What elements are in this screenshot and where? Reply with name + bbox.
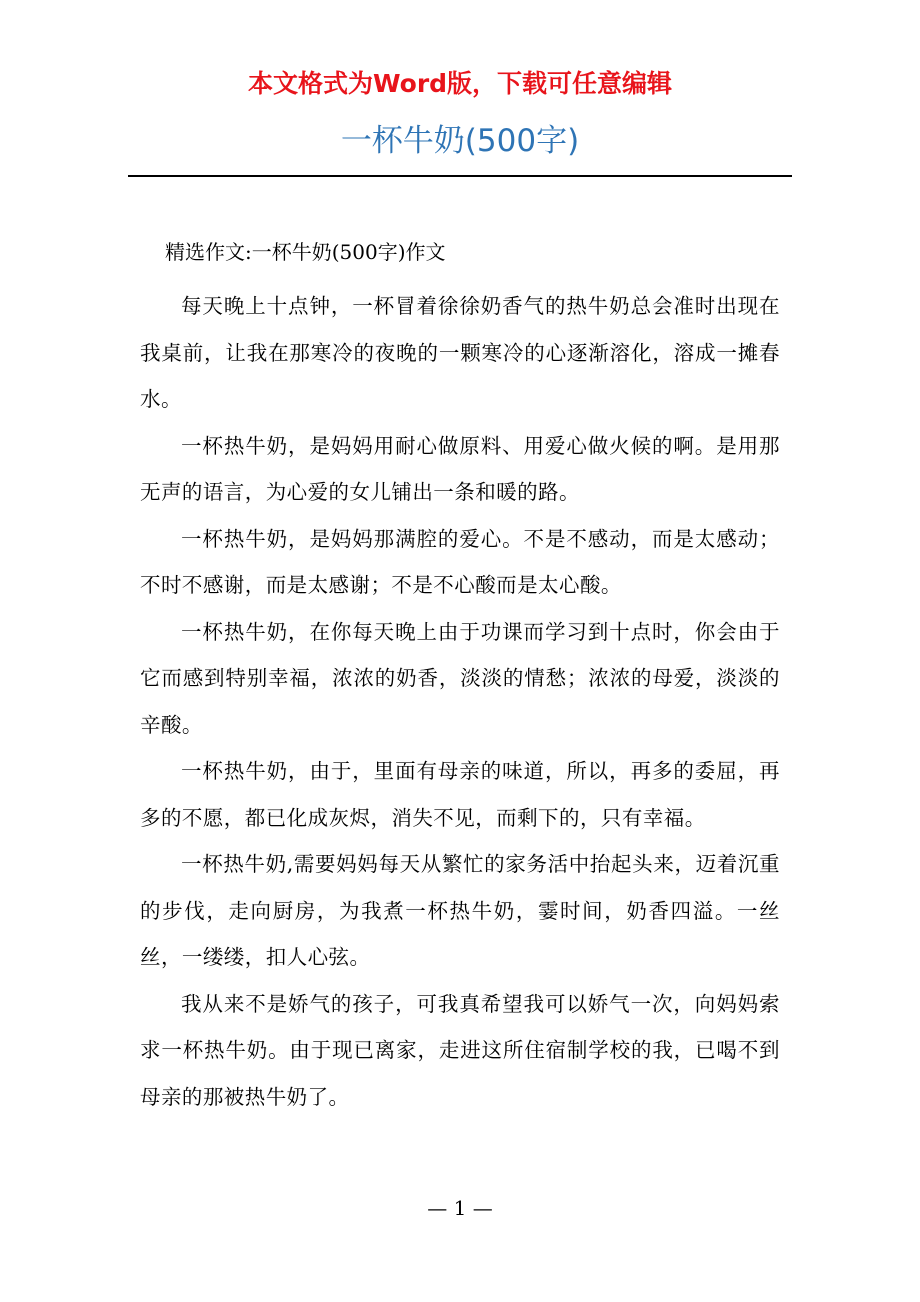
paragraph-4: 一杯热牛奶，在你每天晚上由于功课而学习到十点时，你会由于它而感到特别幸福，浓浓的奶香，淡淡的情愁；浓浓的母爱，淡淡的辛酸。 xyxy=(140,619,780,737)
paragraph-1: 每天晚上十点钟，一杯冒着徐徐奶香气的热牛奶总会准时出现在我桌前，让我在那寒冷的夜晚的一颗寒冷的心逐渐溶化，溶成一摊春水。 xyxy=(140,294,780,411)
download-banner: 本文格式为Word版，下载可任意编辑 xyxy=(247,69,673,98)
paragraph-3: 一杯热牛奶，是妈妈那满腔的爱心。不是不感动，而是太感动；不时不感谢，而是太感谢；不是不心酸而是太心酸。 xyxy=(140,526,780,597)
title-divider xyxy=(128,175,792,177)
page-number: — 1 — xyxy=(427,1196,493,1220)
paragraph-6: 一杯热牛奶,需要妈妈每天从繁忙的家务活中抬起头来，迈着沉重的步伐，走向厨房，为我煮一杯热牛奶，霎时间，奶香四溢。一丝丝，一缕缕，扣人心弦。 xyxy=(140,852,780,969)
article-subtitle: 精选作文:一杯牛奶(500字)作文 xyxy=(165,240,446,264)
paragraph-5: 一杯热牛奶，由于，里面有母亲的味道，所以，再多的委屈，再多的不愿，都已化成灰烬，消失不见，而剩下的，只有幸福。 xyxy=(140,759,780,830)
paragraph-2: 一杯热牛奶，是妈妈用耐心做原料、用爱心做火候的啊。是用那无声的语言，为心爱的女儿铺出一条和暖的路。 xyxy=(140,433,780,504)
document-title: 一杯牛奶(500字) xyxy=(340,123,580,159)
paragraph-7: 我从来不是娇气的孩子，可我真希望我可以娇气一次，向妈妈索求一杯热牛奶。由于现已离家，走进这所住宿制学校的我，已喝不到母亲的那被热牛奶了。 xyxy=(140,991,780,1109)
article-body xyxy=(140,283,780,1120)
